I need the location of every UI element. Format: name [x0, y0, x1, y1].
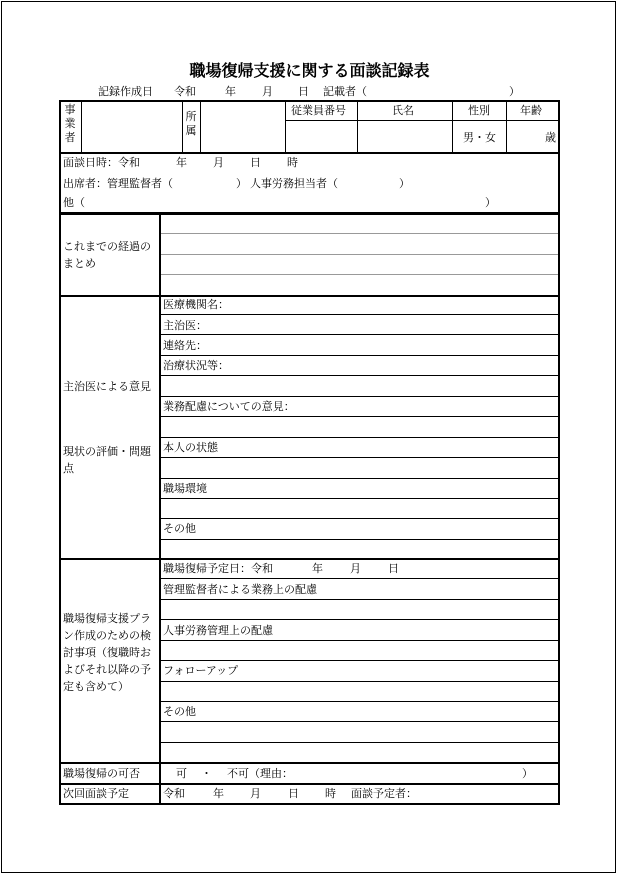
- record-day: 日: [298, 85, 309, 98]
- form-title: 職場復帰支援に関する面談記録表: [189, 61, 430, 80]
- progress-label: これまでの経過のまとめ: [63, 240, 151, 270]
- opinion-rule: [161, 396, 558, 397]
- hr-consideration-label: 人事労務管理上の配慮: [163, 624, 273, 637]
- plan-other-label: その他: [163, 705, 196, 718]
- meeting-hour: 時: [287, 156, 298, 169]
- plan-rule: [161, 660, 558, 661]
- plan-rule: [161, 701, 558, 702]
- plan-rule: [161, 619, 558, 620]
- workplace-environment-label: 職場環境: [163, 482, 207, 495]
- office-label: 事 業 者: [64, 103, 76, 144]
- age-header: 年齢: [520, 104, 542, 117]
- age-unit: 歳: [545, 131, 556, 144]
- office-field[interactable]: [82, 102, 181, 152]
- manager-consideration-label: 管理監督者による業務上の配慮: [163, 583, 317, 596]
- opinion-rule: [161, 498, 558, 499]
- record-month: 月: [262, 85, 273, 98]
- other-label: 他（: [63, 196, 85, 209]
- recorder-close: ）: [509, 85, 520, 98]
- next-year: 年: [213, 787, 224, 800]
- employee-no-header: 従業員番号: [291, 104, 346, 117]
- name-field[interactable]: [358, 122, 451, 152]
- opinion-rule: [161, 539, 558, 540]
- hr-label: 人事労務担当者（: [250, 177, 338, 190]
- work-consideration-label: 業務配慮についての意見：: [163, 400, 295, 413]
- plan-label: 職場復帰支援プラン作成のための検討事項（復職時およびそれ以降の予定も含めて）: [63, 612, 151, 693]
- opinion-rule: [161, 334, 558, 335]
- return-day: 日: [388, 562, 399, 575]
- decision-close: ）: [522, 767, 533, 780]
- meeting-day: 日: [250, 156, 261, 169]
- opinion-label-doctor: 主治医による意見: [63, 380, 151, 393]
- name-header: 氏名: [392, 104, 414, 117]
- decision-label: 職場復帰の可否: [63, 767, 140, 780]
- opinion-rule: [161, 437, 558, 438]
- attendee-label: 出席者：管理監督者（: [63, 177, 173, 190]
- decision-no[interactable]: 不可（理由：: [227, 767, 293, 780]
- next-day: 日: [288, 787, 299, 800]
- contact-label: 連絡先：: [163, 339, 207, 352]
- opinion-label-evaluation: 現状の評価・問題点: [63, 445, 151, 475]
- next-era: 令和: [163, 787, 185, 800]
- decision-separator: ・: [201, 767, 212, 780]
- opinion-rule: [161, 478, 558, 479]
- opinion-rule: [161, 457, 558, 458]
- return-month: 月: [350, 562, 361, 575]
- progress-field[interactable]: [161, 215, 558, 295]
- opinion-rule: [161, 518, 558, 519]
- attending-doctor-label: 主治医：: [163, 319, 207, 332]
- plan-rule: [161, 742, 558, 743]
- recorder-label: 記載者（: [323, 85, 367, 98]
- plan-rule: [161, 681, 558, 682]
- treatment-status-label: 治療状況等：: [163, 359, 229, 372]
- person-condition-label: 本人の状態: [163, 441, 218, 454]
- return-date-label: 職場復帰予定日：令和: [163, 562, 273, 575]
- decision-yes[interactable]: 可: [176, 767, 187, 780]
- next-hour: 時: [325, 787, 336, 800]
- hr-close: ）: [399, 177, 410, 190]
- next-meeting-label: 次回面談予定: [63, 787, 129, 800]
- opinion-other-label: その他: [163, 522, 196, 535]
- follow-up-label: フォローアップ: [163, 664, 239, 677]
- opinion-rule: [161, 355, 558, 356]
- meeting-year: 年: [176, 156, 187, 169]
- plan-rule: [161, 578, 558, 579]
- record-era: 令和: [174, 85, 196, 98]
- next-month: 月: [250, 787, 261, 800]
- next-planner-label: 面談予定者：: [351, 787, 417, 800]
- other-close: ）: [485, 196, 496, 209]
- record-year: 年: [225, 85, 236, 98]
- opinion-rule: [161, 375, 558, 376]
- plan-rule: [161, 721, 558, 722]
- meeting-datetime-label: 面談日時：令和: [63, 156, 140, 169]
- attendee-close: ）: [236, 177, 247, 190]
- gender-value[interactable]: 男・女: [463, 131, 496, 144]
- medical-institution-label: 医療機関名：: [163, 298, 229, 311]
- opinion-rule: [161, 314, 558, 315]
- dept-label: 所 属: [185, 110, 197, 137]
- plan-rule: [161, 599, 558, 600]
- return-year: 年: [312, 562, 323, 575]
- employee-no-field[interactable]: [286, 122, 356, 152]
- next-meeting-box: [59, 783, 560, 805]
- meeting-month: 月: [213, 156, 224, 169]
- gender-header: 性別: [468, 104, 490, 117]
- dept-field[interactable]: [201, 102, 284, 152]
- plan-rule: [161, 640, 558, 641]
- opinion-rule: [161, 416, 558, 417]
- record-created-label: 記録作成日: [98, 85, 153, 98]
